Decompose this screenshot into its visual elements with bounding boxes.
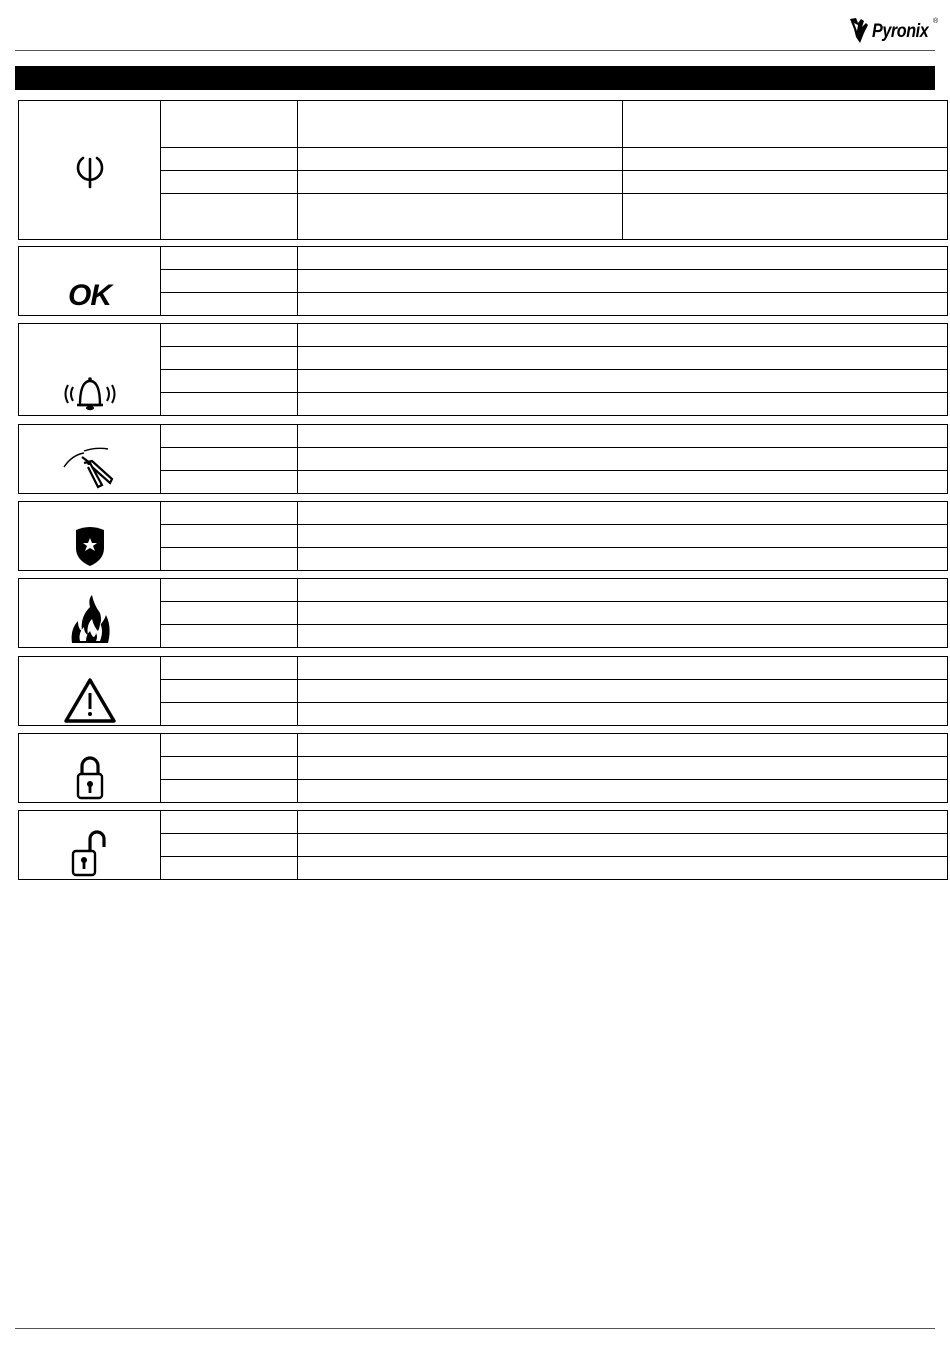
police-row-1-desc <box>298 502 948 525</box>
police-shield-icon <box>70 524 110 568</box>
tamper-row-1-desc <box>298 425 948 448</box>
unlock-row-3-desc <box>298 857 948 880</box>
power-row-3-col-3 <box>623 171 948 194</box>
ok-row-1-desc <box>298 247 948 270</box>
police-row-1-label <box>161 502 298 525</box>
power-row-1-label <box>161 101 298 148</box>
power-row-3-col-2 <box>298 171 623 194</box>
warning-icon-cell <box>19 657 161 726</box>
fire-row-1-desc <box>298 579 948 602</box>
power-icon-table <box>18 100 948 240</box>
unlock-icon-cell <box>19 811 161 880</box>
lock-icon-group <box>18 733 947 803</box>
ok-row-2-desc <box>298 270 948 293</box>
police-icon-cell <box>19 502 161 571</box>
police-row-3-desc <box>298 548 948 571</box>
pyronix-logo <box>848 17 939 45</box>
bell-row-3-desc <box>298 370 948 393</box>
ok-row-1-label <box>161 247 298 270</box>
table-row <box>19 101 948 148</box>
ok-row-3-desc <box>298 293 948 316</box>
tamper-row-3-label <box>161 471 298 494</box>
fire-row-1-label <box>161 579 298 602</box>
table-row <box>19 247 948 270</box>
warning-row-2-desc <box>298 680 948 703</box>
bell-row-2-desc <box>298 347 948 370</box>
warning-icon-group <box>18 656 947 726</box>
tamper-icon-table <box>18 424 948 494</box>
power-row-2-col-3 <box>623 148 948 171</box>
table-row <box>19 425 948 448</box>
tamper-row-2-label <box>161 448 298 471</box>
ok-icon-group <box>18 246 947 316</box>
bell-icon-group <box>18 323 947 416</box>
table-row <box>19 579 948 602</box>
fire-row-2-desc <box>298 602 948 625</box>
police-icon-table <box>18 501 948 571</box>
header-rule <box>15 50 935 51</box>
bell-icon-table <box>18 323 948 416</box>
power-row-4-col-3 <box>623 194 948 240</box>
lock-row-2-label <box>161 757 298 780</box>
fire-row-3-label <box>161 625 298 648</box>
warning-row-3-desc <box>298 703 948 726</box>
warning-icon-table <box>18 656 948 726</box>
unlock-icon-group <box>18 810 947 880</box>
tamper-row-2-desc <box>298 448 948 471</box>
bell-row-3-label <box>161 370 298 393</box>
power-row-3-label <box>161 171 298 194</box>
bell-row-4-label <box>161 393 298 416</box>
warning-triangle-icon <box>64 677 116 723</box>
police-row-2-label <box>161 525 298 548</box>
lock-icon-table <box>18 733 948 803</box>
tamper-row-1-label <box>161 425 298 448</box>
bell-row-1-label <box>161 324 298 347</box>
unlock-icon-table <box>18 810 948 880</box>
lock-row-1-desc <box>298 734 948 757</box>
table-row <box>19 324 948 347</box>
warning-row-1-desc <box>298 657 948 680</box>
unlock-row-1-desc <box>298 811 948 834</box>
power-row-1-col-2 <box>298 101 623 148</box>
table-row <box>19 811 948 834</box>
power-row-1-col-3 <box>623 101 948 148</box>
tamper-icon-group <box>18 424 947 494</box>
table-row <box>19 657 948 680</box>
unlock-row-3-label <box>161 857 298 880</box>
lock-row-2-desc <box>298 757 948 780</box>
table-row <box>19 502 948 525</box>
logo-text: Pyronix <box>872 21 929 42</box>
power-icon-group <box>18 100 947 240</box>
footer-rule <box>15 1328 935 1329</box>
warning-row-3-label <box>161 703 298 726</box>
police-icon-group <box>18 501 947 571</box>
unlock-row-1-label <box>161 811 298 834</box>
lock-icon-cell <box>19 734 161 803</box>
fire-icon-group <box>18 578 947 648</box>
bell-row-4-desc <box>298 393 948 416</box>
bell-row-1-desc <box>298 324 948 347</box>
unlock-row-2-label <box>161 834 298 857</box>
power-row-4-label <box>161 194 298 240</box>
lock-row-3-desc <box>298 780 948 803</box>
power-row-2-col-2 <box>298 148 623 171</box>
warning-row-2-label <box>161 680 298 703</box>
bell-row-2-label <box>161 347 298 370</box>
fire-icon <box>68 595 112 645</box>
fire-row-3-desc <box>298 625 948 648</box>
bell-icon-cell <box>19 324 161 416</box>
police-row-3-label <box>161 548 298 571</box>
power-row-4-col-2 <box>298 194 623 240</box>
ok-row-3-label <box>161 293 298 316</box>
power-icon <box>70 147 110 193</box>
unlock-row-2-desc <box>298 834 948 857</box>
logo-flame-icon <box>848 17 872 45</box>
lock-row-3-label <box>161 780 298 803</box>
padlock-unlocked-icon <box>70 827 110 877</box>
bell-icon <box>60 373 120 413</box>
section-title-bar <box>15 66 935 90</box>
power-icon-cell <box>19 101 161 240</box>
warning-row-1-label <box>161 657 298 680</box>
tamper-icon-cell <box>19 425 161 494</box>
logo-trademark: ® <box>933 18 939 25</box>
tamper-row-3-desc <box>298 471 948 494</box>
lock-row-1-label <box>161 734 298 757</box>
tamper-icon <box>62 445 118 491</box>
ok-row-2-label <box>161 270 298 293</box>
power-row-2-label <box>161 148 298 171</box>
ok-icon-cell <box>19 247 161 316</box>
ok-icon: OK <box>68 279 111 312</box>
fire-row-2-label <box>161 602 298 625</box>
fire-icon-cell <box>19 579 161 648</box>
padlock-locked-icon <box>75 754 105 800</box>
ok-icon-table <box>18 246 948 316</box>
table-row <box>19 734 948 757</box>
fire-icon-table <box>18 578 948 648</box>
police-row-2-desc <box>298 525 948 548</box>
